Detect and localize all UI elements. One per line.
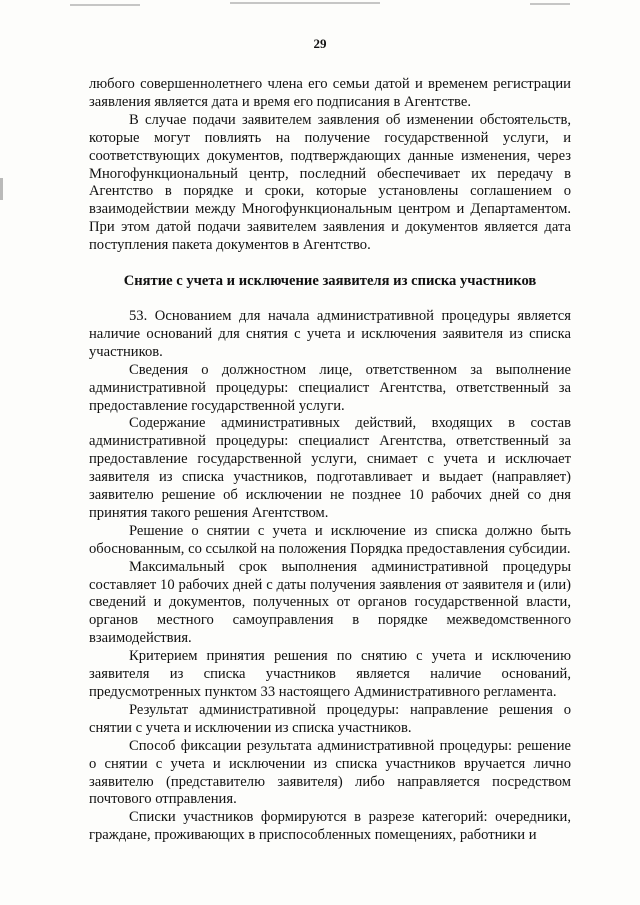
paragraph-max-term: Максимальный срок выполнения административной процедуры составляет 10 рабочих дней с даты получения заявления от заявителя и (или) сведений и документов, полученных от органов государственной власти, органов местного самоуправления в порядке межведомственного взаимодействия. <box>89 558 571 647</box>
paragraph-actions-content: Содержание административных действий, входящих в состав административной процедуры: специалист Агентства, ответственный за предоставление государственной услуги, снимает с учета и исключает заявителя из списка участников, подготавливает и выдает (направляет) заявителю решение об исключении не позднее 10 рабочих дней со дня принятия такого решения Агентством. <box>89 415 571 521</box>
section-heading: Снятие с учета и исключение заявителя из списка участников <box>123 273 537 290</box>
scan-artifact-top <box>0 0 640 14</box>
paragraph-procedure-result: Результат административной процедуры: направление решения о снятии с учета и исключении из списка участников. <box>89 701 571 736</box>
paragraph-decision-justified: Решение о снятии с учета и исключение из списка должно быть обоснованным, со ссылкой на положения Порядка предоставления субсидии. <box>89 522 571 557</box>
paragraph-53-grounds: 53. Основанием для начала административной процедуры является наличие оснований для снятия с учета и исключения заявителя из списка участников. <box>89 307 571 360</box>
scan-artifact-left <box>0 178 3 200</box>
paragraph-result-fixation: Способ фиксации результата административной процедуры: решение о снятии с учета и исключении из списка участников вручается лично заявителю (представителю заявителя) либо направляется посредством почтового отправления. <box>89 737 571 808</box>
paragraph-continuation: любого совершеннолетнего члена его семьи датой и временем регистрации заявления является дата и время его подписания в Агентстве. <box>89 76 571 110</box>
page-number: 29 <box>313 36 327 51</box>
paragraph-decision-criterion: Критерием принятия решения по снятию с учета и исключению заявителя из списка участников является наличие оснований, предусмотренных пунктом 33 настоящего Административного регламента. <box>89 648 571 700</box>
paragraph-responsible-official: Сведения о должностном лице, ответственном за выполнение административной процедуры: специалист Агентства, ответственный за предоставление государственной услуги. <box>89 361 571 414</box>
paragraph-mfc-submission: В случае подачи заявителем заявления об изменении обстоятельств, которые могут повлиять на получение государственной услуги, и соответствующих документов, подтверждающих данные изменения, через Многофункциональный центр, последний обеспечивает их передачу в Агентство в порядке и сроки, которые установлены соглашением о взаимодействии между Многофункциональным центром и Департаментом. При этом датой подачи заявителем заявления и документов является дата поступления пакета документов в Агентство. <box>89 111 571 254</box>
document-body <box>89 76 571 845</box>
paragraph-participant-lists: Списки участников формируются в разрезе категорий: очередники, граждане, проживающих в приспособленных помещениях, работники и <box>89 809 571 844</box>
